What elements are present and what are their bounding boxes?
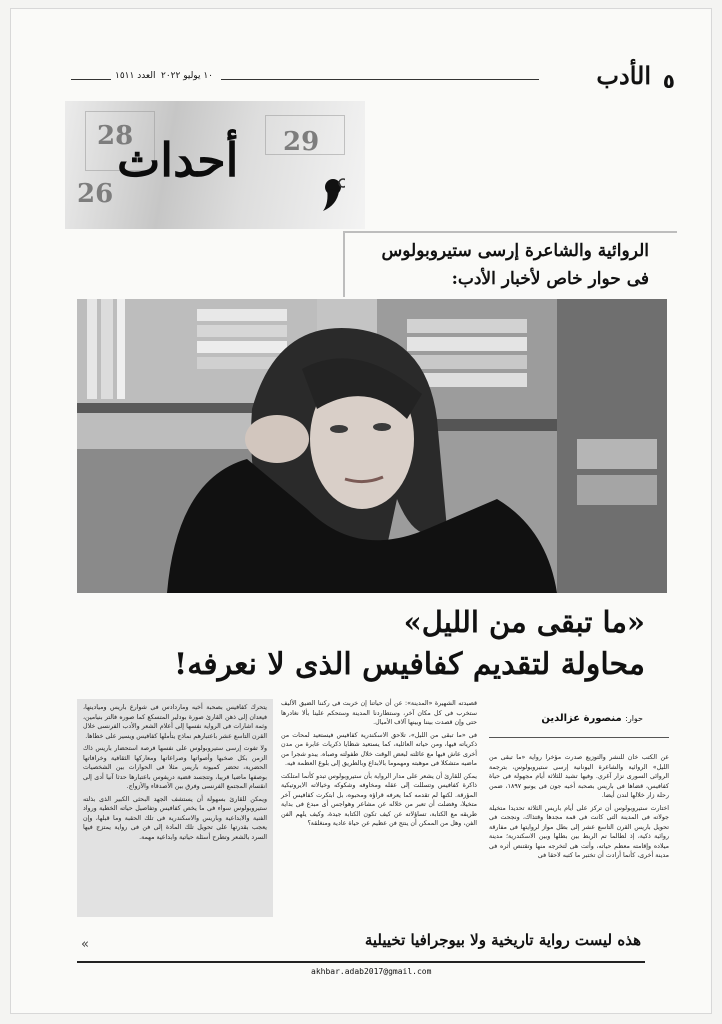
headline-line-2: فى حوار خاص لأخبار الأدب:	[451, 269, 649, 289]
issue-number: العدد ١٥١١	[115, 71, 156, 81]
header-rule-short	[71, 79, 111, 80]
byline	[541, 713, 643, 724]
paragraph: ويمكن للقارئ بسهولة أن يستشف الجهد البحثى الكبير الذى بذلته ستيروبولوس سواء فى ما يخص كفافيس وتفاصيل حياته الخطية ورواد الفنية والابداعية وباريس والاسكندرية فى تلك الحقبة وما قبلها، وإن يعجب بقدرتها على تحويل تلك المادة إلى فن فى رواية يمتزج فيها السرد بالشعر وتطرح أسئلة حياتية وابداعية مهمة.	[83, 795, 267, 841]
comma-ornament-icon	[321, 177, 345, 213]
paragraph: قصيدته الشهيرة «المدينة»: عن أن حياتنا إن خربت فى ركننا الضيق الأليف ستخرب فى كل مكان آخر، وستطاردنا المدينة وستحكم علينا بألا نغادرها حتى وإن قصدت بيننا وبينها آلاف الأميال.	[281, 700, 477, 726]
author-portrait-image	[77, 299, 667, 593]
section-title: أحداث	[117, 133, 239, 187]
author-photo	[77, 299, 667, 593]
section-logo	[65, 101, 365, 229]
article-column-2	[281, 699, 477, 832]
calendar-number: 26	[77, 179, 114, 209]
double-chevron-icon: «	[81, 937, 89, 952]
byline-author: منصورة عزالدين	[541, 713, 622, 724]
pull-quote: هذه ليست رواية تاريخية ولا بيوجرافيا تخييلية	[364, 931, 641, 949]
byline-rule	[489, 737, 669, 738]
article-column-1	[489, 753, 669, 864]
footer-rule	[77, 961, 645, 963]
byline-label: حوار:	[625, 714, 643, 723]
paragraph: اختارت ستيروبولوس أن تركز على أيام باريس الثلاثة تحديدا متخيلة جولاته فى المدينة التى كانت فى قمة مجدها وقتذاك، ونجحت فى تحويل باريس القرن التاسع عشر إلى بطل مواز لروايتها فى مفارقة روائية ذكية، إذ لطالما تم الربط بين بطلها وبين الاسكندرية؛ مدينة ميلاده وإقامته معظم حياته، وأتت هى لتخرجه منها وتقتنص أثره فى مدينة أخرى، كأنما أرادت أن تختبر ما كتبه لاحقا فى	[489, 804, 669, 859]
calendar-number: 29	[283, 127, 320, 157]
article-title-line-2: محاولة لتقديم كفافيس الذى لا نعرفه!	[174, 647, 645, 682]
issue-date: ١٠ يوليو ٢٠٢٢	[161, 71, 213, 81]
article-title-line-1: «ما تبقى من الليل»	[403, 605, 645, 639]
calendar-number: 28	[97, 121, 134, 151]
paragraph: ولا تفوت إرسى ستيروبولوس على نفسها فرصة استحضار باريس ذاك الزمن بكل صخبها وأصواتها وصراعاتها ومعاركها الثقافية وخرافاتها الحضرية، تحضر كميونة باريس مثلا فى الحوارات بين الشخصيات بوصفها ماضيا قريبا، وتتجسد قضية دريفوس باعتبارها حدثا آنيا أدى إلى انقسام المجتمع الفرنسى وفرق بين الأصدقاء والأزواج.	[83, 745, 267, 790]
paragraph: يتحرك كفافيس بصحبة أخيه وماردادس فى شوارع باريس وميادينها، فيعدان إلى ذهن القارئ صورة بودلير المتسكع كما صوره فالتر بنيامين، وثمة اشارات فى الرواية نفسها إلى أعلام الشعر والأدب الفرنسى خلال القرن التاسع عشر باعتبارهم نماذج يتأملها كفافيس ويسير على خطاها.	[83, 704, 267, 740]
article-column-3	[77, 699, 273, 917]
paragraph: يمكن للقارئ أن يشعر على مدار الرواية بأن ستيروبولوس تبدو كأنما امتلكت ذاكرة كفافيس وتسللت إلى عقله ومخاوفه وشكوكه وخيالاته الايروتيكية المؤرقة. لكنها لم تقدمه كما يعرفه قراؤه ومحبوه، بل ابتكرت كفافيس آخر متخيلا، وفضلت أن تعبر من خلاله عن مشاعر وهواجس أى مبدع فى بداية طريقه مع الكتابة، تساؤلاته عن كيف تكون الكتابة جيدة، وكيف يلهم الفن الفن، وهل من الممكن أن ينتج فن عظيم عن حياة عادية ومنغلقة؟	[281, 772, 477, 827]
newspaper-page	[10, 8, 712, 1014]
headline-line-1: الروائية والشاعرة إرسى ستيروبولوس	[381, 241, 649, 261]
paragraph: عن الكتب خان للنشر والتوزيع صدرت مؤخرا رواية «ما تبقى من الليل» الروائية والشاعرة اليونانية إرسى ستيروبولوس، بترجمة الروائى السورى نزار آغري. وفيها تشيد للثلاثة أيام مجهولة فى حياة كفافيس، قضاها فى باريس بصحبة أخيه جون فى يونيو ١٨٩٧، ضمن رحلة زار خلالها لندن أيضا.	[489, 754, 669, 799]
header-rule	[221, 79, 539, 80]
footer-email: akhbar.adab2017@gmail.com	[311, 967, 432, 976]
paragraph: فى «ما تبقى من الليل»، تلاحق الاسكندرية كفافيس فيستعيد لمحات من ذكرياته فيها، ومن حياته العائلية، كما يستعيد شظايا ذكريات عابرة من مدن أخرى عاش فيها مع عائلته لبعض الوقت خلال طفولته وصباه. يبدو شجرا من ماضيه متشكلا فى موهبته ومهموما بالابداع وبالطريق إلى بلوغ العظمة فيه.	[281, 731, 477, 767]
page-number: ٥	[662, 69, 675, 93]
magazine-name: الأدب	[596, 61, 651, 90]
